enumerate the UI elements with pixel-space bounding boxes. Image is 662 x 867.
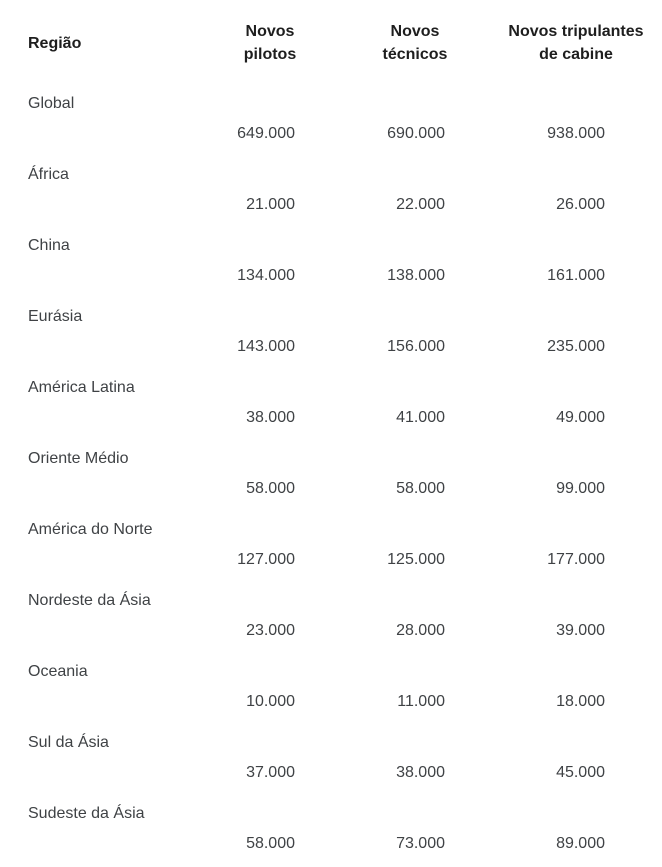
column-header-new-pilots	[200, 0, 340, 86]
pilots-value: 58.000	[246, 835, 295, 852]
table-body	[0, 86, 662, 867]
region-cell: Eurásia	[28, 308, 83, 325]
pilots-value: 21.000	[246, 196, 295, 213]
table-row	[0, 654, 662, 725]
cabin-crew-value: 49.000	[556, 409, 605, 426]
pilots-value: 134.000	[237, 267, 295, 284]
table-row	[0, 299, 662, 370]
table-row	[0, 86, 662, 157]
column-header-new-technicians-line1: Novos	[390, 23, 440, 40]
column-header-new-cabin-crew-line1: Novos tripulantes	[508, 23, 644, 40]
column-header-new-technicians	[340, 0, 490, 86]
table-row	[0, 441, 662, 512]
pilots-value: 58.000	[246, 480, 295, 497]
table-row	[0, 725, 662, 796]
technicians-value: 41.000	[396, 409, 445, 426]
region-cell: Sul da Ásia	[28, 734, 109, 751]
pilots-value: 23.000	[246, 622, 295, 639]
technicians-value: 73.000	[396, 835, 445, 852]
pilots-value: 38.000	[246, 409, 295, 426]
cabin-crew-value: 26.000	[556, 196, 605, 213]
table-row	[0, 157, 662, 228]
pilots-value: 649.000	[237, 125, 295, 142]
column-header-new-pilots-line1: Novos	[245, 23, 295, 40]
region-cell: América Latina	[28, 379, 135, 396]
column-header-new-cabin-crew	[490, 0, 662, 86]
technicians-value: 125.000	[387, 551, 445, 568]
cabin-crew-value: 161.000	[547, 267, 605, 284]
cabin-crew-value: 177.000	[547, 551, 605, 568]
pilots-value: 37.000	[246, 764, 295, 781]
header-row	[0, 0, 662, 86]
cabin-crew-value: 235.000	[547, 338, 605, 355]
region-cell: Nordeste da Ásia	[28, 592, 151, 609]
technicians-value: 28.000	[396, 622, 445, 639]
technicians-value: 38.000	[396, 764, 445, 781]
pilots-value: 143.000	[237, 338, 295, 355]
table-row	[0, 370, 662, 441]
cabin-crew-value: 938.000	[547, 125, 605, 142]
technicians-value: 22.000	[396, 196, 445, 213]
technicians-value: 11.000	[397, 693, 445, 710]
region-cell: Sudeste da Ásia	[28, 805, 145, 822]
region-cell: África	[28, 166, 69, 183]
pilots-value: 127.000	[237, 551, 295, 568]
technicians-value: 690.000	[387, 125, 445, 142]
column-header-region-label: Região	[28, 34, 82, 52]
cabin-crew-value: 89.000	[556, 835, 605, 852]
table-row	[0, 796, 662, 867]
technicians-value: 58.000	[396, 480, 445, 497]
column-header-new-cabin-crew-line2: de cabine	[539, 46, 613, 63]
region-cell: Oriente Médio	[28, 450, 129, 467]
pilots-value: 10.000	[246, 693, 295, 710]
table-header	[0, 0, 662, 86]
technicians-value: 156.000	[387, 338, 445, 355]
cabin-crew-value: 39.000	[556, 622, 605, 639]
region-cell: América do Norte	[28, 521, 153, 538]
cabin-crew-value: 45.000	[556, 764, 605, 781]
cabin-crew-value: 99.000	[556, 480, 605, 497]
column-header-new-pilots-line2: pilotos	[243, 46, 297, 63]
table-row	[0, 228, 662, 299]
column-header-region	[0, 0, 200, 86]
table-row	[0, 512, 662, 583]
table-row	[0, 583, 662, 654]
cabin-crew-value: 18.000	[556, 693, 605, 710]
region-cell: Global	[28, 95, 75, 112]
technicians-value: 138.000	[387, 267, 445, 284]
region-cell: China	[28, 237, 70, 254]
column-header-new-technicians-line2: técnicos	[382, 46, 448, 63]
region-cell: Oceania	[28, 663, 88, 680]
